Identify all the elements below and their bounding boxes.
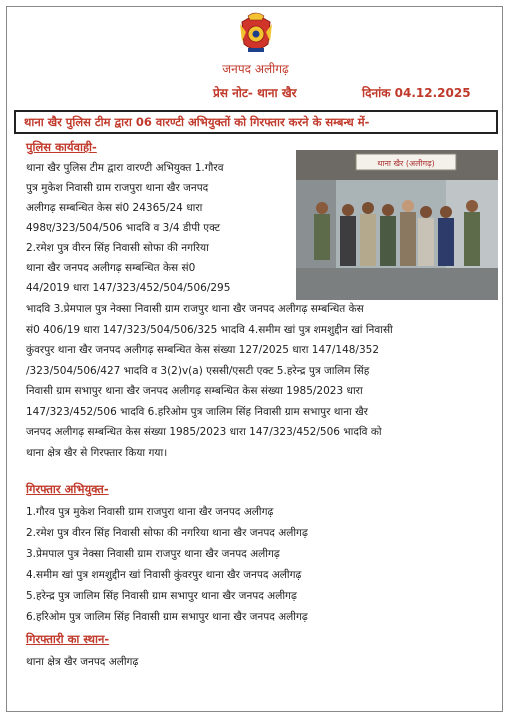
action-line: भादवि 3.प्रेमपाल पुत्र नेक्सा निवासी ग्राम राजपुर थाना खैर जनपद अलीगढ़ सम्बन्धित केस <box>26 303 364 315</box>
action-line: थाना खैर जनपद अलीगढ़ सम्बन्धित केस सं0 <box>26 262 196 274</box>
arrested-person-item: 6.हरिओम पुत्र जालिम सिंह निवासी ग्राम सभापुर थाना खैर जनपद अलीगढ़ <box>26 611 308 623</box>
arrested-person-item: 5.हरेन्द्र पुत्र जालिम सिंह निवासी ग्राम सभापुर थाना खैर जनपद अलीगढ़ <box>26 590 297 602</box>
action-line: अलीगढ़ सम्बन्धित केस सं0 24365/24 धारा <box>26 202 203 214</box>
action-line: कुंवरपुर थाना खैर जनपद अलीगढ़ सम्बन्धित केस संख्या 127/2025 धारा 147/148/352 <box>26 344 380 356</box>
arrested-person-item: 2.रमेश पुत्र वीरन सिंह निवासी सोफा की नगरिया थाना खैर जनपद अलीगढ़ <box>26 527 308 539</box>
action-line: 498ए/323/504/506 भादवि व 3/4 डीपी एक्ट <box>26 222 221 234</box>
arrest-photo <box>296 150 498 300</box>
action-line: निवासी ग्राम सभापुर थाना खैर जनपद अलीगढ़ सम्बन्धित केस संख्या 1985/2023 धारा <box>26 385 363 397</box>
press-note-title: प्रेस नोट- थाना खैर <box>213 86 297 100</box>
action-line: 44/2019 धारा 147/323/452/504/506/295 <box>26 282 231 294</box>
action-line: /323/504/506/427 भादवि व 3(2)v(a) एससी/एसटी एक्ट 5.हरेन्द्र पुत्र जालिम सिंह <box>26 364 370 377</box>
place-heading: गिरफ्तारी का स्थान- <box>26 632 110 646</box>
arrested-heading: गिरफ्तार अभियुक्त- <box>26 482 109 496</box>
action-heading: पुलिस कार्यवाही- <box>26 140 97 154</box>
subject-box: थाना खैर पुलिस टीम द्वारा 06 वारण्टी अभियुक्तों को गिरफ्तार करने के सम्बन्ध में- <box>14 110 498 134</box>
action-line: सं0 406/19 धारा 147/323/504/506/325 भादवि 4.समीम खां पुत्र शमशुद्दीन खां निवासी <box>26 323 393 336</box>
action-line: जनपद अलीगढ़ सम्बन्धित केस संख्या 1985/2023 धारा 147/323/452/506 भादवि को <box>26 426 382 438</box>
arrested-person-item: 1.गौरव पुत्र मुकेश निवासी ग्राम राजपुरा थाना खैर जनपद अलीगढ़ <box>26 506 274 518</box>
arrest-photo-illustration <box>296 150 498 300</box>
action-line: थाना क्षेत्र खैर से गिरफ्तार किया गया। <box>26 446 168 459</box>
action-line: थाना खैर पुलिस टीम द्वारा वारण्टी अभियुक्त 1.गौरव <box>26 162 224 174</box>
action-line: 2.रमेश पुत्र वीरन सिंह निवासी सोफा की नगरिया <box>26 242 209 254</box>
action-line: पुत्र मुकेश निवासी ग्राम राजपुरा थाना खैर जनपद <box>26 182 209 194</box>
district-name: जनपद अलीगढ़ <box>222 62 289 76</box>
action-line: 147/323/452/506 भादवि 6.हरिओम पुत्र जालिम सिंह निवासी ग्राम सभापुर थाना खैर <box>26 405 368 418</box>
press-note-date: दिनांक 04.12.2025 <box>362 86 471 100</box>
up-police-emblem-icon <box>236 10 276 56</box>
place-text: थाना क्षेत्र खैर जनपद अलीगढ़ <box>26 656 139 668</box>
station-sign-text: थाना खैर (अलीगढ़) <box>377 159 435 168</box>
arrested-person-item: 3.प्रेमपाल पुत्र नेक्सा निवासी ग्राम राजपुर थाना खैर जनपद अलीगढ़ <box>26 548 280 560</box>
arrested-person-item: 4.समीम खां पुत्र शमशुद्दीन खां निवासी कुंवरपुर थाना खैर जनपद अलीगढ़ <box>26 569 302 581</box>
